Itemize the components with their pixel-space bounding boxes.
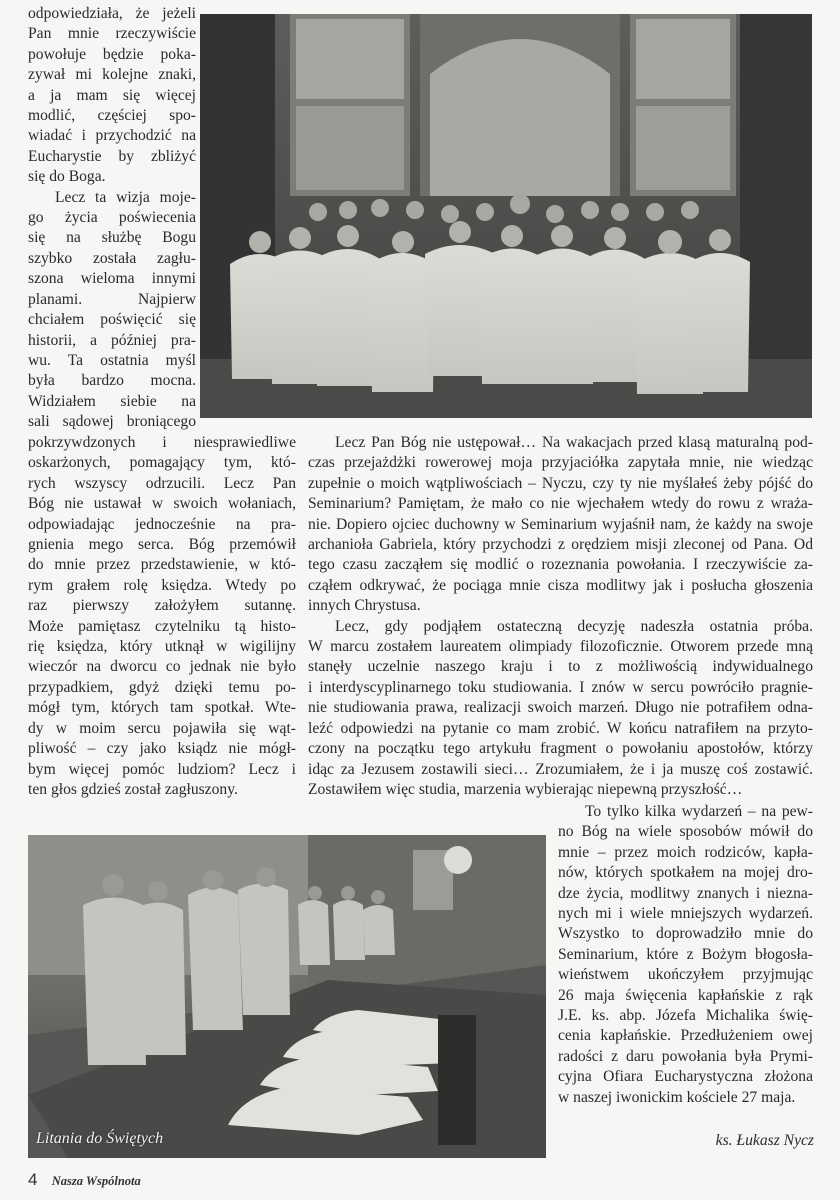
text-line: rię księdza, który utknął w wigilijny: [28, 638, 296, 656]
text-line: przypadkiem, gdyż dzięki temu po-: [28, 678, 296, 696]
text-line: się do Boga.: [28, 168, 106, 186]
text-line: raz pierwszy założyłem sutannę.: [28, 597, 296, 615]
text-line: się na służbę Bogu: [28, 229, 196, 247]
text-line: Bóg nie ustawał w swoich wołaniach,: [28, 495, 296, 513]
text-line: mógł tym, których tam spotkał. Wte-: [28, 699, 296, 717]
photo-caption: Litania do Świętych: [36, 1130, 164, 1147]
text-line: odpowiedziała, że jeżeli: [28, 5, 196, 22]
text-line: wieństwem ukończyłem przyjmując: [558, 966, 813, 984]
text-line: nów, których spotkałem na mojej dro-: [558, 864, 813, 882]
text-line: cyjna Ofiara Eucharystyczna złożona: [558, 1068, 813, 1086]
text-line: Lecz ta wizja moje-: [55, 188, 196, 206]
text-line: zupełnie o moich wątpliwościach – Nyczu, czy ty nie myślałeś żeby pójść do: [308, 474, 813, 492]
text-line: stanęły uczelnie naszego kraju i to z możliwością indywidualnego: [308, 658, 813, 676]
text-line: oskarżonych, pomagający tym, któ-: [28, 454, 296, 472]
text-line: go życia poświecenia: [28, 209, 196, 227]
page-number: 4: [28, 1170, 38, 1189]
text-line: tego czasu zacząłem się modlić o rozeznania powołania. I rzeczywiście za-: [308, 556, 813, 574]
text-line: J.E. ks. abp. Józefa Michalika świę-: [558, 1007, 813, 1025]
text-line: Lecz Pan Bóg nie ustępował… Na wakacjach przed klasą maturalną pod-: [335, 434, 813, 451]
article-column-middle: [308, 433, 813, 800]
text-line: wiadać i przychodzić na: [28, 127, 196, 145]
text-line: radości z daru powołania była Prymi-: [558, 1047, 813, 1065]
text-line: rym grałem rolę księdza. Wtedy po: [28, 576, 296, 594]
text-line: nie studiowania prawa, realizacji swoich marzeń. Długo nie potrafiłem odna-: [308, 699, 813, 717]
text-line: nie. Dopiero ojciec duchowny w Seminarium wyjaśnił nam, że każdy na swoje: [308, 515, 813, 533]
text-line: idąc za Jezusem zostawili sieci… Zrozumiałem, że i ja muszę coś zostawić.: [308, 760, 813, 778]
text-line: Eucharystie by zbliżyć: [28, 147, 196, 165]
text-line: bym więcej pomóc ludziom? Lecz i: [28, 760, 296, 778]
text-line: Widziałem siebie na: [28, 392, 196, 410]
text-line: a ja mam się więcej: [28, 86, 196, 104]
text-line: archanioła Gabriela, który przychodzi z orędziem misji zleconej od Pana. Od: [308, 536, 813, 554]
text-line: innych Chrystusa.: [308, 597, 421, 615]
text-line: Lecz, gdy podjąłem ostateczną decyzję nadeszła ostatnia próba.: [335, 617, 813, 635]
text-line: cząłem odkrywać, że pociąga mnie cisza modlitwy jak i posłucha głoszenia: [308, 576, 813, 594]
text-line: Wszystko to doprowadziło mnie do: [558, 925, 813, 943]
text-line: cenia kapłańskie. Przedłużeniem owej: [558, 1027, 813, 1045]
text-line: zywał mi kolejne znaki,: [28, 66, 196, 84]
text-line: czony na początku tego artykułu fragment o powołaniu apostołów, którzy: [308, 740, 813, 758]
text-line: dze życia, modlitwy znanych i niezna-: [558, 884, 813, 902]
text-line: ten głos gdzieś został zagłuszony.: [28, 780, 238, 798]
text-line: pliwość – czy jako ksiądz nie mógł-: [28, 740, 296, 758]
text-line: planami. Najpierw: [28, 290, 196, 308]
article-column-left-bottom: [28, 433, 296, 800]
text-line: odpowiadając jednocześnie na pra-: [28, 515, 296, 533]
text-line: no Bóg na wiele sposobów mówił do: [558, 823, 813, 841]
photo-ordination-group: [200, 14, 812, 418]
text-line: była bardzo mocna.: [28, 372, 196, 390]
page-footer: [28, 1170, 141, 1190]
text-line: i interdyscyplinarnego toku studiowania. I znów w sercu powróciło pragnie-: [308, 678, 813, 696]
text-line: wu. Ta ostatnia myśl: [28, 351, 196, 369]
text-line: czas przejażdżki rowerowej moja przyjaciółka zapytała mnie, nie wiedząc: [308, 454, 813, 472]
photo-litany-of-saints: [28, 835, 546, 1158]
text-line: Seminarium, które z Bożym błogosła-: [558, 945, 813, 963]
text-line: 26 maja święcenia kapłańskie z rąk: [558, 986, 813, 1004]
text-line: gnienia mego serca. Bóg przemówił: [28, 536, 296, 554]
article-column-left-top: [28, 4, 196, 433]
text-line: To tylko kilka wydarzeń – na pew-: [585, 803, 813, 820]
text-line: rych wszyscy odrzucili. Lecz Pan: [28, 474, 296, 492]
magazine-title: Nasza Wspólnota: [51, 1174, 141, 1188]
text-line: mnie – przez moich rodziców, kapła-: [558, 843, 813, 861]
text-line: leźć odpowiedzi na pytanie co mam zrobić. W końcu natrafiłem na przyto-: [308, 719, 813, 737]
text-line: Zostawiłem więc studia, marzenia wybierając niepewną przyszłość…: [308, 780, 743, 798]
text-line: Może pamiętasz czytelniku tą histo-: [28, 617, 296, 635]
text-line: Pan mnie rzeczywiście: [28, 25, 196, 43]
text-line: szybko została zagłu-: [28, 249, 196, 267]
article-column-right: [558, 802, 813, 1108]
text-line: chciałem poświęcić się: [28, 311, 196, 329]
text-line: Seminarium? Pamiętam, że mało co nie wjechałem wtedy do rowu z wraża-: [308, 495, 813, 513]
text-line: powołuje będzie poka-: [28, 45, 196, 63]
text-line: wieczór na dworcu co jednak nie było: [28, 658, 296, 676]
photo-litany-image: [28, 835, 546, 1158]
text-line: W marcu zostałem laureatem olimpiady filozoficznie. Otworem przede mną: [308, 638, 813, 656]
text-line: modlić, częściej spo-: [28, 107, 196, 125]
author-signature: ks. Łukasz Nycz: [715, 1132, 814, 1149]
text-line: historii, a później pra-: [28, 331, 196, 349]
photo-ordination-group-image: [200, 14, 812, 418]
text-line: do mnie przez przedstawienie, w któ-: [28, 556, 296, 574]
text-line: sali sądowej broniącego: [28, 413, 196, 431]
text-line: dy w moim sercu pojawiła się wąt-: [28, 719, 296, 737]
text-line: nych mi i wiele mniejszych wydarzeń.: [558, 905, 813, 923]
text-line: pokrzywdzonych i niesprawiedliwe: [28, 434, 296, 451]
text-line: w naszej iwonickim kościele 27 maja.: [558, 1088, 796, 1106]
text-line: szona wieloma innymi: [28, 270, 196, 288]
